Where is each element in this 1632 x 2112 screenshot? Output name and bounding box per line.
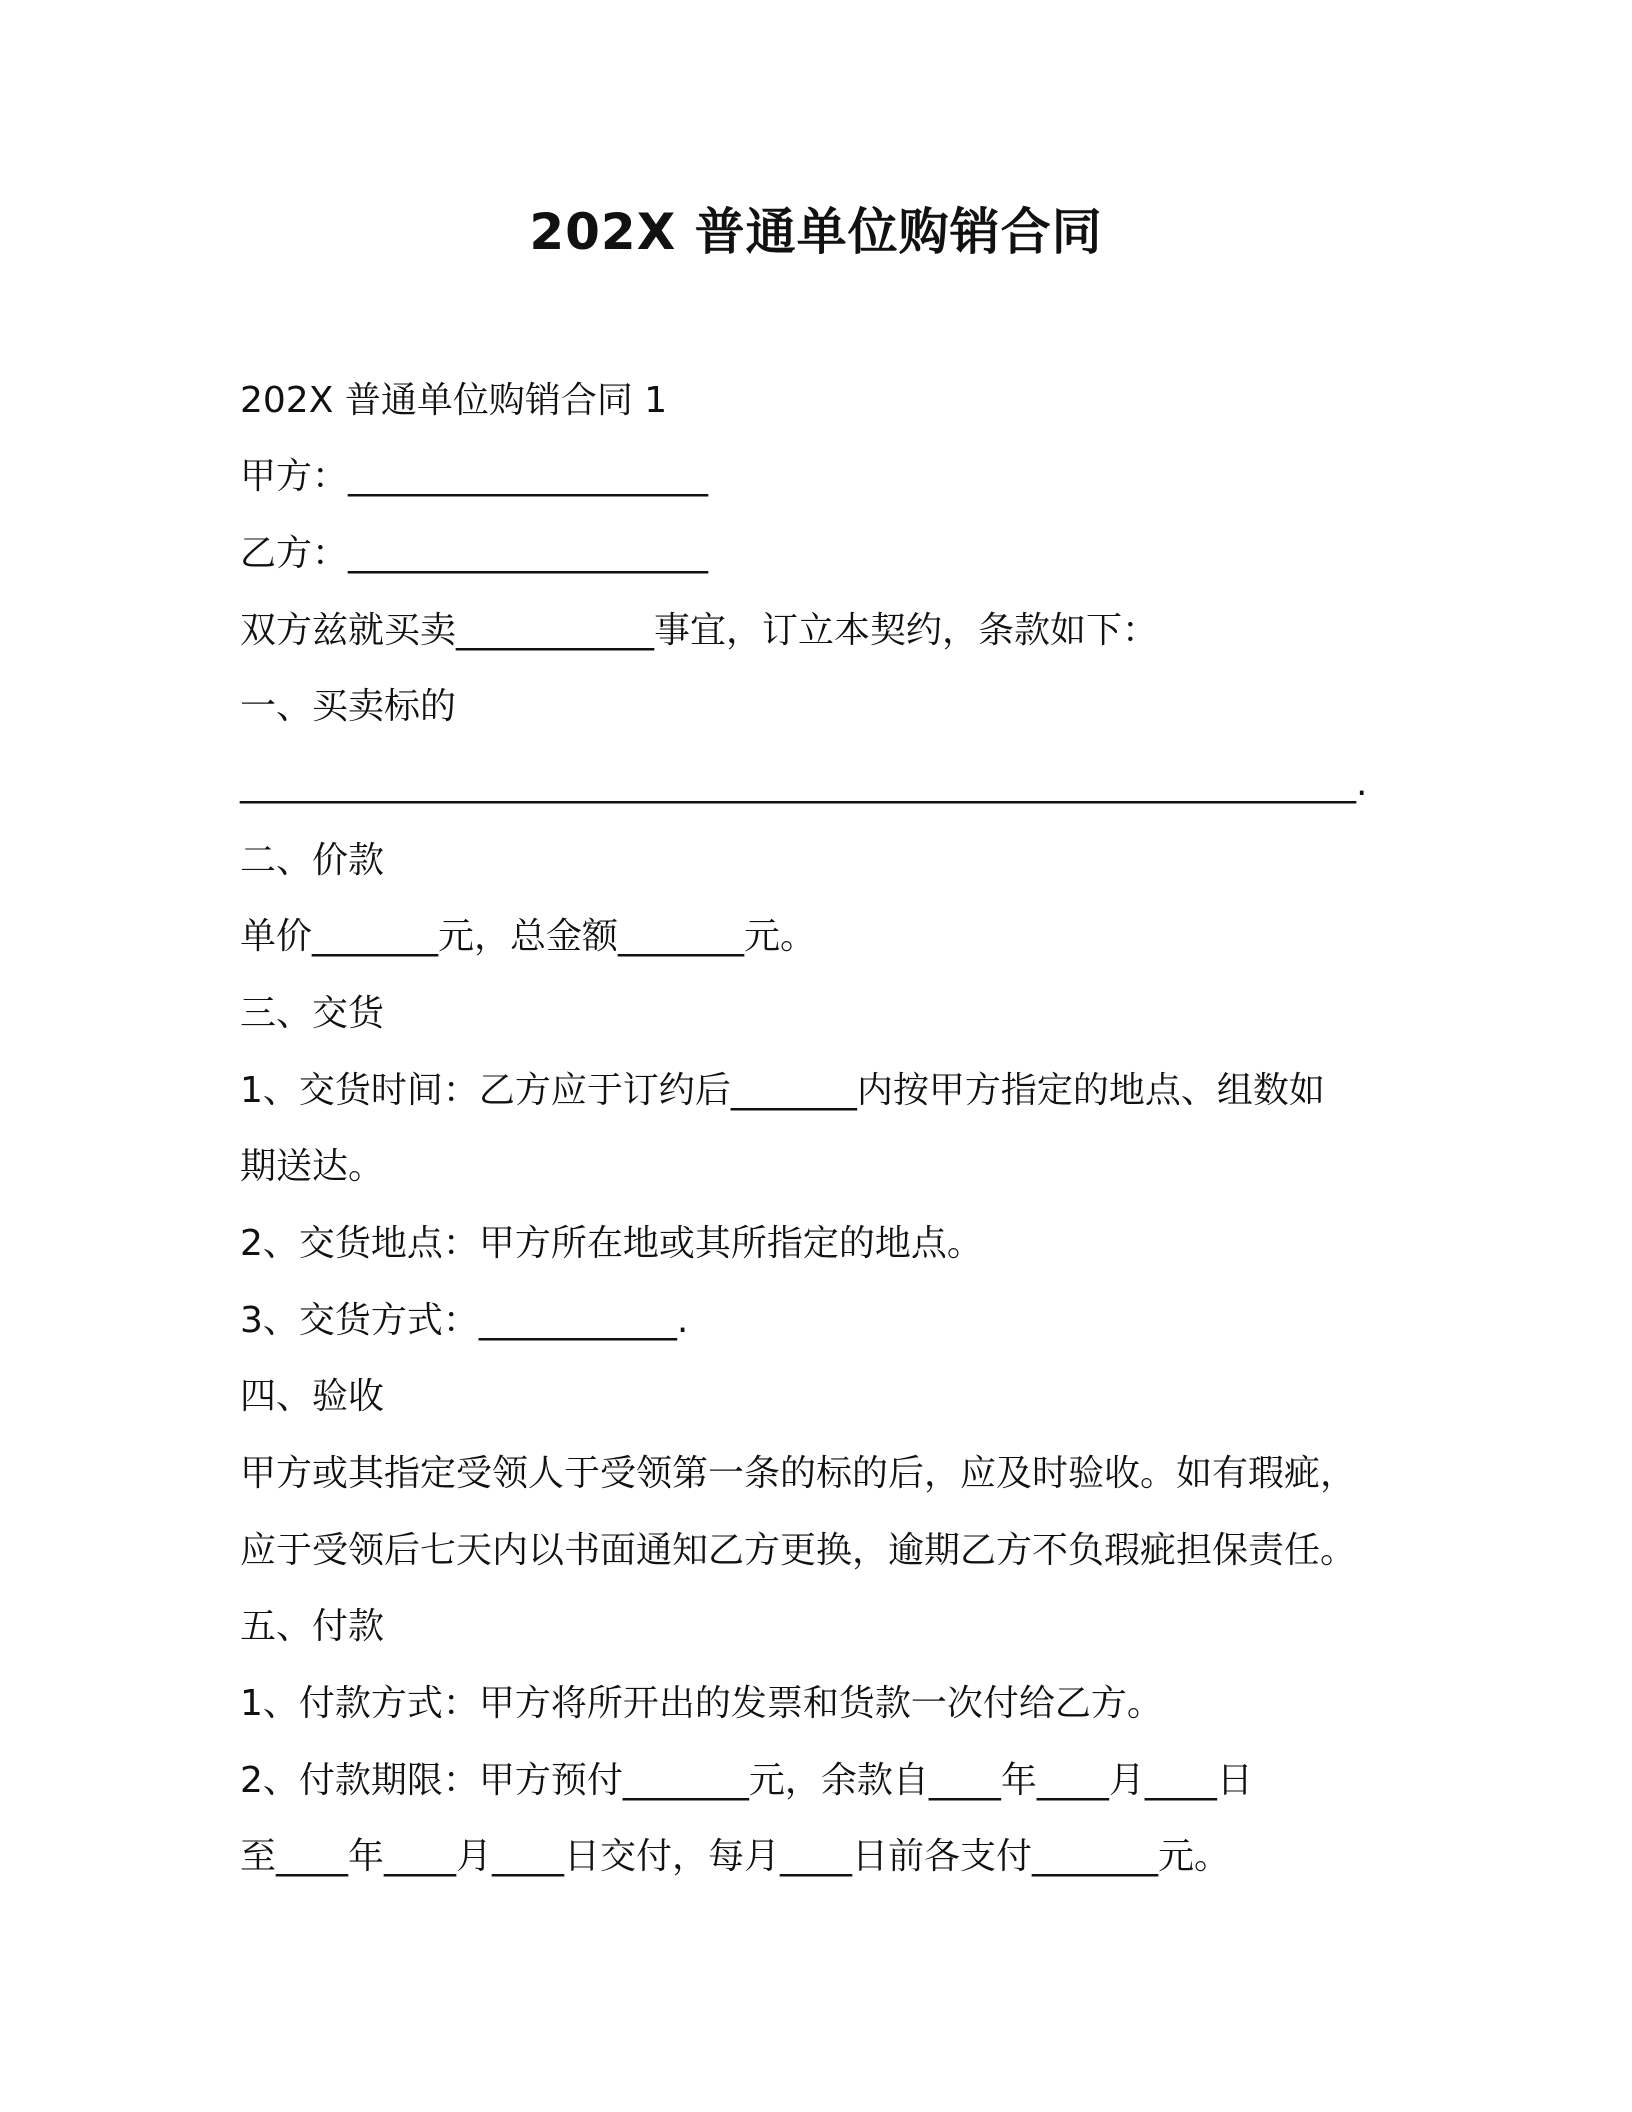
document-title: 202X 普通单位购销合同 <box>529 203 1103 261</box>
contract-subtitle: 202X 普通单位购销合同 1 <box>240 380 668 421</box>
payment-method-line: 1、付款方式：甲方将所开出的发票和货款一次付给乙方。 <box>240 1683 1163 1724</box>
payment-term-continued: 至____年____月____日交付，每月____日前各支付_______元。 <box>240 1836 1231 1877</box>
section-heading-1: 一、买卖标的 <box>240 686 457 727</box>
subject-blank-line: ______________________________________________________________. <box>240 763 1368 804</box>
price-line: 单价_______元，总金额_______元。 <box>240 916 817 957</box>
inspection-paragraph-1: 甲方或其指定受领人于受领第一条的标的后，应及时验收。如有瑕疵， <box>240 1453 1357 1494</box>
delivery-time-continued: 期送达。 <box>240 1146 385 1187</box>
section-heading-4: 四、验收 <box>240 1376 385 1417</box>
section-heading-3: 三、交货 <box>240 993 385 1034</box>
section-heading-5: 五、付款 <box>240 1606 385 1647</box>
section-heading-2: 二、价款 <box>240 840 385 881</box>
delivery-place-line: 2、交货地点：甲方所在地或其所指定的地点。 <box>240 1223 983 1264</box>
delivery-method-line: 3、交货方式：___________. <box>240 1300 689 1341</box>
agreement-intro: 双方兹就买卖___________事宜，订立本契约，条款如下： <box>240 610 1159 651</box>
delivery-time-line: 1、交货时间：乙方应于订约后_______内按甲方指定的地点、组数如 <box>240 1070 1325 1111</box>
payment-term-line: 2、付款期限：甲方预付_______元，余款自____年____月____日 <box>240 1760 1253 1801</box>
inspection-paragraph-2: 应于受领后七天内以书面通知乙方更换，逾期乙方不负瑕疵担保责任。 <box>240 1530 1357 1571</box>
party-b-line: 乙方：____________________ <box>240 533 709 574</box>
party-a-line: 甲方：____________________ <box>240 456 709 497</box>
